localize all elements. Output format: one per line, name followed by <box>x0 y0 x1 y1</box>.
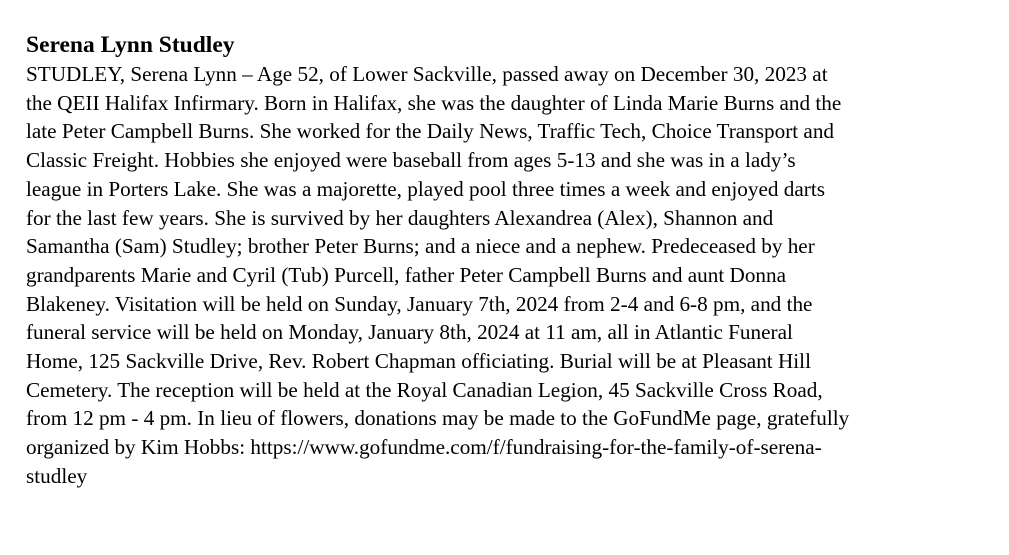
obituary-line: late Peter Campbell Burns. She worked for the Daily News, Traffic Tech, Choice Transport and <box>26 119 835 144</box>
obituary-line: for the last few years. She is survived by her daughters Alexandrea (Alex), Shannon and <box>26 205 774 230</box>
obituary-line: studley <box>26 463 88 488</box>
obituary-notice <box>26 30 998 491</box>
obituary-line: the QEII Halifax Infirmary. Born in Halifax, she was the daughter of Linda Marie Burns and the <box>26 90 842 115</box>
obituary-title: Serena Lynn Studley <box>26 32 235 58</box>
obituary-line: organized by Kim Hobbs: https://www.gofundme.com/f/fundraising-for-the-family-of-serena- <box>26 435 822 460</box>
obituary-body <box>26 60 998 491</box>
obituary-line: Home, 125 Sackville Drive, Rev. Robert Chapman officiating. Burial will be at Pleasant Hill <box>26 349 811 374</box>
obituary-line: Samantha (Sam) Studley; brother Peter Burns; and a niece and a nephew. Predeceased by her <box>26 234 815 259</box>
obituary-line: Cemetery. The reception will be held at the Royal Canadian Legion, 45 Sackville Cross Road, <box>26 377 823 402</box>
obituary-line: STUDLEY, Serena Lynn – Age 52, of Lower Sackville, passed away on December 30, 2023 at <box>26 62 828 86</box>
obituary-line: grandparents Marie and Cyril (Tub) Purcell, father Peter Campbell Burns and aunt Donna <box>26 262 787 287</box>
obituary-line: funeral service will be held on Monday, January 8th, 2024 at 11 am, all in Atlantic Funeral <box>26 320 793 345</box>
obituary-line: Classic Freight. Hobbies she enjoyed were baseball from ages 5-13 and she was in a lady’s <box>26 148 796 173</box>
obituary-line: from 12 pm - 4 pm. In lieu of flowers, donations may be made to the GoFundMe page, gratefully <box>26 406 850 431</box>
obituary-line: league in Porters Lake. She was a majorette, played pool three times a week and enjoyed darts <box>26 176 825 201</box>
obituary-line: Blakeney. Visitation will be held on Sunday, January 7th, 2024 from 2-4 and 6-8 pm, and the <box>26 291 813 316</box>
